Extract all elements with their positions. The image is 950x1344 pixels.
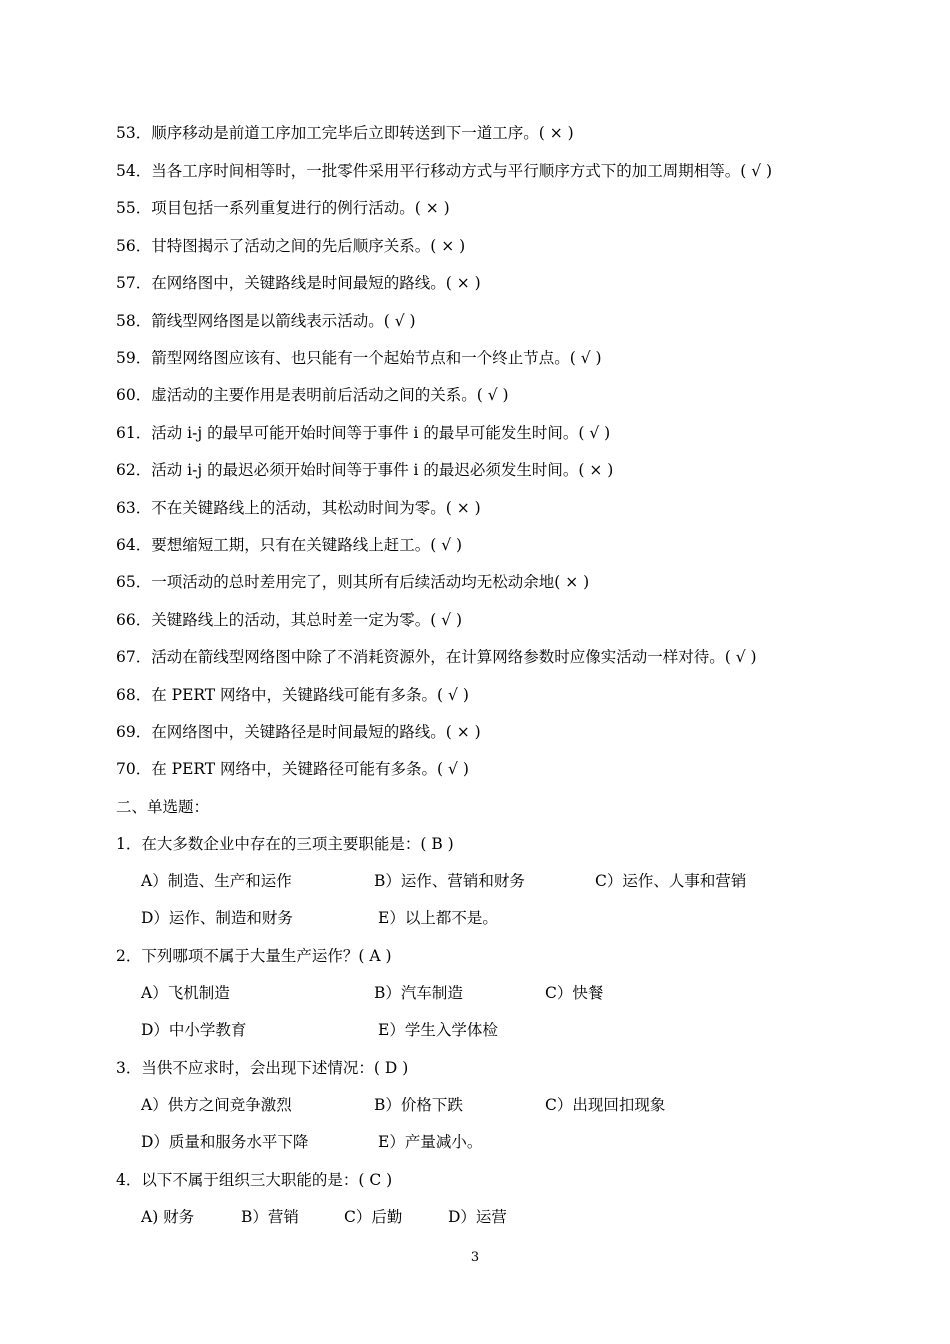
judgment-item: 69．在网络图中，关键路径是时间最短的路线。( × ) [116,723,481,741]
option-e: E）产量减小。 [378,1133,483,1151]
judgment-item: 60．虚活动的主要作用是表明前后活动之间的关系。( √ ) [116,386,509,404]
option-b: B）运作、营销和财务 [374,872,525,890]
question-stem: 2．下列哪项不属于大量生产运作？( A ) [116,947,392,965]
option-a: A）飞机制造 [141,984,230,1002]
option-c: C）运作、人事和营销 [595,872,747,890]
judgment-item: 64．要想缩短工期，只有在关键路线上赶工。( √ ) [116,536,463,554]
option-d: D）中小学教育 [141,1021,247,1039]
judgment-item: 61．活动 i-j 的最早可能开始时间等于事件 i 的最早可能发生时间。( √ ) [116,424,611,442]
option-c: C）后勤 [344,1208,403,1226]
judgment-item: 57．在网络图中，关键路线是时间最短的路线。( × ) [116,274,481,292]
judgment-item: 62．活动 i-j 的最迟必须开始时间等于事件 i 的最迟必须发生时间。( × ) [116,461,614,479]
question-stem: 4．以下不属于组织三大职能的是：( C ) [116,1171,393,1189]
option-d: D）运作、制造和财务 [141,909,293,927]
judgment-item: 55．项目包括一系列重复进行的例行活动。( × ) [116,199,450,217]
option-a: A) 财务 [141,1208,195,1226]
option-c: C）快餐 [545,984,604,1002]
judgment-item: 68．在 PERT 网络中，关键路线可能有多条。( √ ) [116,686,469,704]
section-title: 二、单选题： [116,798,210,816]
page-number: 3 [470,1250,480,1265]
option-d: D）质量和服务水平下降 [141,1133,309,1151]
judgment-item: 70．在 PERT 网络中，关键路径可能有多条。( √ ) [116,760,469,778]
judgment-item: 63．不在关键路线上的活动，其松动时间为零。( × ) [116,499,481,517]
option-d: D）运营 [448,1208,507,1226]
option-a: A）制造、生产和运作 [141,872,292,890]
judgment-item: 67．活动在箭线型网络图中除了不消耗资源外，在计算网络参数时应像实活动一样对待。( √ ) [116,648,757,666]
option-b: B）价格下跌 [374,1096,463,1114]
judgment-item: 58．箭线型网络图是以箭线表示活动。( √ ) [116,312,416,330]
judgment-item: 66．关键路线上的活动，其总时差一定为零。( √ ) [116,611,463,629]
option-b: B）汽车制造 [374,984,463,1002]
judgment-item: 53．顺序移动是前道工序加工完毕后立即转送到下一道工序。( × ) [116,124,574,142]
question-stem: 3．当供不应求时，会出现下述情况：( D ) [116,1059,409,1077]
option-a: A）供方之间竞争激烈 [141,1096,292,1114]
option-b: B）营销 [241,1208,299,1226]
question-stem: 1．在大多数企业中存在的三项主要职能是：( B ) [116,835,454,853]
judgment-item: 65．一项活动的总时差用完了，则其所有后续活动均无松动余地( × ) [116,573,590,591]
judgment-item: 54．当各工序时间相等时，一批零件采用平行移动方式与平行顺序方式下的加工周期相等。( √ ) [116,162,773,180]
option-e: E）学生入学体检 [378,1021,498,1039]
option-e: E）以上都不是。 [378,909,498,927]
option-c: C）出现回扣现象 [545,1096,666,1114]
judgment-item: 59．箭型网络图应该有、也只能有一个起始节点和一个终止节点。( √ ) [116,349,602,367]
judgment-item: 56．甘特图揭示了活动之间的先后顺序关系。( × ) [116,237,466,255]
